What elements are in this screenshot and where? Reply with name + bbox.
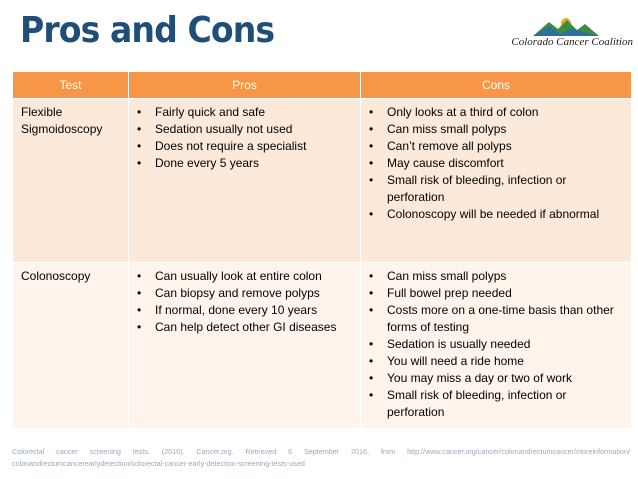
logo bbox=[509, 14, 633, 50]
list-item: • Does not require a specialist bbox=[137, 139, 307, 153]
pros-cons-table bbox=[12, 71, 632, 429]
list-item: • Colonoscopy will be needed if abnormal bbox=[369, 207, 600, 221]
column-header-test: Test bbox=[13, 72, 129, 99]
test-name-line: Flexible bbox=[21, 105, 63, 119]
table-row bbox=[13, 99, 632, 263]
list-item: • Done every 5 years bbox=[137, 156, 260, 170]
list-item: • Can miss small polyps bbox=[369, 269, 507, 283]
con-text: Only looks at a third of colon bbox=[387, 105, 539, 119]
list-item: • Can usually look at entire colon bbox=[137, 269, 322, 283]
pro-text: Sedation usually not used bbox=[155, 122, 293, 136]
table-row bbox=[13, 263, 632, 429]
list-item: • Sedation usually not used bbox=[137, 122, 293, 136]
page-title: Pros and Cons bbox=[20, 10, 275, 51]
list-item: • Small risk of bleeding, infection or perforation bbox=[369, 173, 567, 204]
list-item: • Sedation is usually needed bbox=[369, 337, 531, 351]
pro-text: Does not require a specialist bbox=[155, 139, 307, 153]
test-cell bbox=[13, 99, 129, 263]
con-text: You may miss a day or two of work bbox=[387, 371, 572, 385]
list-item: • You will need a ride home bbox=[369, 354, 524, 368]
list-item: • Can help detect other GI diseases bbox=[137, 320, 337, 334]
logo-text: Colorado Cancer Coalition bbox=[511, 36, 633, 48]
pros-cell bbox=[129, 99, 361, 263]
con-text: Costs more on a one-time basis than other forms of testing bbox=[387, 303, 614, 334]
con-text: Sedation is usually needed bbox=[387, 337, 531, 351]
con-text: Colonoscopy will be needed if abnormal bbox=[387, 207, 600, 221]
citation bbox=[12, 446, 630, 470]
citation-line: Colorectal cancer screening tests. (2016). Cancer.org. Retrieved 6 September 2016, from http://www.cancer.org/cancer/colonandrectumcancer/moreinformation/ bbox=[12, 447, 630, 456]
pro-text: Can biopsy and remove polyps bbox=[155, 286, 320, 300]
mountain-sun-icon bbox=[531, 14, 601, 38]
con-text: Can miss small polyps bbox=[387, 269, 507, 283]
list-item: • May cause discomfort bbox=[369, 156, 504, 170]
pros-list bbox=[137, 104, 354, 172]
table-header-row bbox=[13, 72, 632, 99]
con-text: Small risk of bleeding, infection or perforation bbox=[387, 388, 567, 419]
pro-text: Can help detect other GI diseases bbox=[155, 320, 337, 334]
column-header-pros: Pros bbox=[129, 72, 361, 99]
list-item: • Can biopsy and remove polyps bbox=[137, 286, 320, 300]
test-cell bbox=[13, 263, 129, 429]
pro-text: Fairly quick and safe bbox=[155, 105, 266, 119]
con-text: May cause discomfort bbox=[387, 156, 504, 170]
list-item: • If normal, done every 10 years bbox=[137, 303, 318, 317]
list-item: • Only looks at a third of colon bbox=[369, 105, 539, 119]
pro-text: If normal, done every 10 years bbox=[155, 303, 318, 317]
test-name-line: Sigmoidoscopy bbox=[21, 122, 103, 136]
list-item: • Can’t remove all polyps bbox=[369, 139, 512, 153]
con-text: Small risk of bleeding, infection or perforation bbox=[387, 173, 567, 204]
cons-list bbox=[369, 104, 625, 223]
pros-list bbox=[137, 268, 354, 336]
con-text: Full bowel prep needed bbox=[387, 286, 512, 300]
list-item: • Costs more on a one-time basis than other forms of testing bbox=[369, 303, 614, 334]
con-text: Can’t remove all polyps bbox=[387, 139, 512, 153]
pros-cell bbox=[129, 263, 361, 429]
con-text: You will need a ride home bbox=[387, 354, 524, 368]
list-item: • Can miss small polyps bbox=[369, 122, 507, 136]
list-item: • Full bowel prep needed bbox=[369, 286, 512, 300]
pro-text: Can usually look at entire colon bbox=[155, 269, 322, 283]
cons-list bbox=[369, 268, 625, 421]
con-text: Can miss small polyps bbox=[387, 122, 507, 136]
cons-cell bbox=[361, 263, 632, 429]
cons-cell bbox=[361, 99, 632, 263]
test-name-line: Colonoscopy bbox=[21, 269, 91, 283]
list-item: • Small risk of bleeding, infection or perforation bbox=[369, 388, 567, 419]
column-header-cons: Cons bbox=[361, 72, 632, 99]
list-item: • Fairly quick and safe bbox=[137, 105, 266, 119]
pro-text: Done every 5 years bbox=[155, 156, 260, 170]
list-item: • You may miss a day or two of work bbox=[369, 371, 572, 385]
citation-line: colonandrectumcancerearlydetection/colorectal-cancer-early-detection-screening-tests-used bbox=[12, 459, 305, 468]
